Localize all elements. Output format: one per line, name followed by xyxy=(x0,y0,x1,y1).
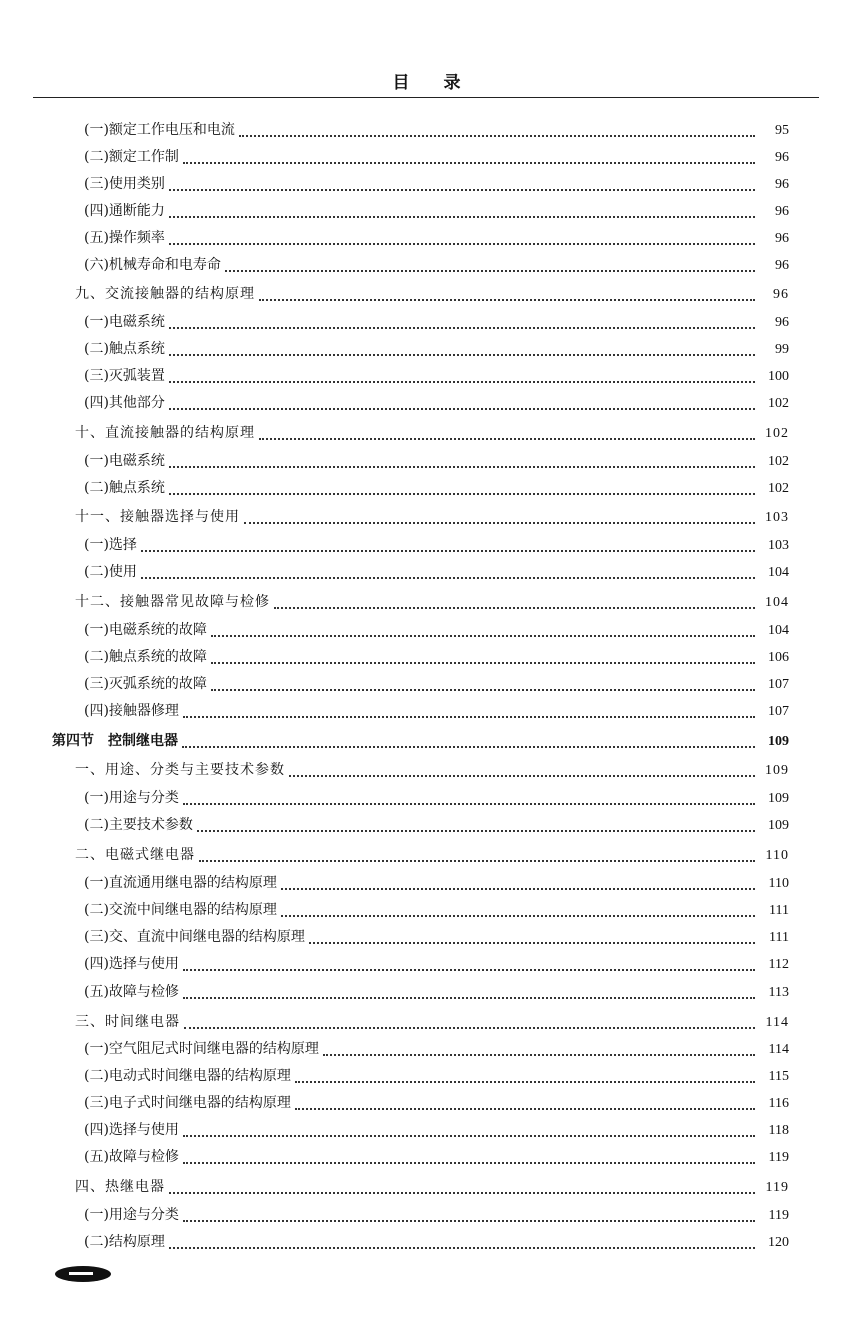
toc-page-number: 119 xyxy=(768,1150,789,1165)
toc-page-number: 99 xyxy=(775,342,789,357)
toc-leader-dots xyxy=(259,438,755,440)
toc-leader-dots xyxy=(211,662,755,664)
toc-entry[interactable] xyxy=(84,981,789,1003)
toc-leader-dots xyxy=(211,689,755,691)
toc-leader-dots xyxy=(211,635,755,637)
toc-page-number: 100 xyxy=(768,369,789,384)
toc-page-number: 106 xyxy=(768,650,789,665)
toc-entry[interactable] xyxy=(84,899,789,921)
toc-entry-label: (二)触点系统 xyxy=(84,480,165,496)
toc-entry-label: (五)故障与检修 xyxy=(84,1149,179,1165)
toc-entry[interactable] xyxy=(84,200,789,222)
toc-entry-label: 第四节 控制继电器 xyxy=(52,733,178,749)
toc-entry[interactable] xyxy=(84,953,789,975)
toc-page-number: 111 xyxy=(769,903,789,918)
toc-entry-label: (一)空气阻尼式时间继电器的结构原理 xyxy=(84,1041,319,1057)
toc-entry-label: (二)交流中间继电器的结构原理 xyxy=(84,902,277,918)
toc-page-number: 104 xyxy=(768,565,789,580)
toc-page-number: 114 xyxy=(765,1015,789,1030)
toc-entry[interactable] xyxy=(75,506,789,528)
toc-page-number: 95 xyxy=(775,123,789,138)
toc-leader-dots xyxy=(169,493,755,495)
toc-entry[interactable] xyxy=(84,561,789,583)
toc-entry-label: (一)额定工作电压和电流 xyxy=(84,122,235,138)
toc-page-number: 109 xyxy=(768,818,789,833)
toc-entry-label: (四)选择与使用 xyxy=(84,956,179,972)
toc-entry-label: (二)电动式时间继电器的结构原理 xyxy=(84,1068,291,1084)
toc-entry-label: (三)使用类别 xyxy=(84,176,165,192)
toc-leader-dots xyxy=(183,969,755,971)
toc-page-number: 102 xyxy=(768,481,789,496)
toc-entry[interactable] xyxy=(52,730,789,752)
toc-entry-label: 四、热继电器 xyxy=(75,1179,165,1195)
toc-entry[interactable] xyxy=(84,119,789,141)
toc-entry[interactable] xyxy=(84,450,789,472)
toc-entry-label: (一)用途与分类 xyxy=(84,790,179,806)
toc-page-number: 110 xyxy=(765,848,789,863)
toc-entry[interactable] xyxy=(84,1092,789,1114)
toc-entry-label: (五)故障与检修 xyxy=(84,984,179,1000)
toc-entry-label: (三)灭弧装置 xyxy=(84,368,165,384)
toc-leader-dots xyxy=(169,189,755,191)
toc-entry[interactable] xyxy=(84,311,789,333)
toc-entry[interactable] xyxy=(84,254,789,276)
toc-entry[interactable] xyxy=(84,872,789,894)
toc-page-number: 120 xyxy=(768,1235,789,1250)
toc-leader-dots xyxy=(141,550,755,552)
toc-entry-label: (五)操作频率 xyxy=(84,230,165,246)
toc-entry-label: (三)灭弧系统的故障 xyxy=(84,676,207,692)
toc-leader-dots xyxy=(295,1108,755,1110)
toc-leader-dots xyxy=(199,860,755,862)
toc-page-number: 104 xyxy=(768,623,789,638)
toc-entry-label: 三、时间继电器 xyxy=(75,1014,180,1030)
toc-entry-label: (四)选择与使用 xyxy=(84,1122,179,1138)
toc-entry-label: (六)机械寿命和电寿命 xyxy=(84,257,221,273)
toc-entry-label: (一)直流通用继电器的结构原理 xyxy=(84,875,277,891)
toc-leader-dots xyxy=(259,299,755,301)
toc-leader-dots xyxy=(281,915,755,917)
toc-leader-dots xyxy=(225,270,755,272)
toc-entry[interactable] xyxy=(84,1038,789,1060)
toc-leader-dots xyxy=(169,1192,755,1194)
toc-leader-dots xyxy=(169,466,755,468)
toc-entry-label: 十、直流接触器的结构原理 xyxy=(75,425,255,441)
toc-entry[interactable] xyxy=(84,1119,789,1141)
toc-entry-label: (四)其他部分 xyxy=(84,395,165,411)
toc-leader-dots xyxy=(169,216,755,218)
toc-leader-dots xyxy=(183,803,755,805)
toc-entry-label: (一)电磁系统 xyxy=(84,314,165,330)
toc-page-number: 96 xyxy=(775,204,789,219)
toc-entry[interactable] xyxy=(84,173,789,195)
toc-entry[interactable] xyxy=(75,283,789,305)
toc-leader-dots xyxy=(183,1162,755,1164)
toc-leader-dots xyxy=(169,354,755,356)
toc-entry-label: (四)接触器修理 xyxy=(84,703,179,719)
toc-leader-dots xyxy=(197,830,755,832)
toc-entry[interactable] xyxy=(84,477,789,499)
toc-page-number: 103 xyxy=(768,538,789,553)
toc-page-number: 111 xyxy=(769,930,789,945)
toc-page-number: 103 xyxy=(765,510,789,525)
toc-page-number: 102 xyxy=(768,454,789,469)
toc-entry[interactable] xyxy=(84,227,789,249)
toc-entry-label: (二)触点系统的故障 xyxy=(84,649,207,665)
toc-leader-dots xyxy=(244,522,755,524)
toc-page-number: 96 xyxy=(775,150,789,165)
toc-entry[interactable] xyxy=(84,926,789,948)
toc-leader-dots xyxy=(169,381,755,383)
toc-entry[interactable] xyxy=(84,646,789,668)
toc-page-number: 109 xyxy=(765,763,789,778)
toc-entry-label: (三)交、直流中间继电器的结构原理 xyxy=(84,929,305,945)
toc-entry-label: (一)选择 xyxy=(84,537,137,553)
toc-page-number: 107 xyxy=(768,704,789,719)
toc-leader-dots xyxy=(184,1027,755,1029)
toc-entry[interactable] xyxy=(84,365,789,387)
toc-entry[interactable] xyxy=(84,814,789,836)
toc-entry[interactable] xyxy=(84,338,789,360)
toc-entry[interactable] xyxy=(84,534,789,556)
toc-entry[interactable] xyxy=(84,1231,789,1253)
page-title: 目 录 xyxy=(392,73,461,93)
toc-entry[interactable] xyxy=(84,1146,789,1168)
toc-entry[interactable] xyxy=(75,844,789,866)
toc-leader-dots xyxy=(183,1135,755,1137)
toc-page-number: 96 xyxy=(775,315,789,330)
toc-page-number: 104 xyxy=(765,595,789,610)
toc-leader-dots xyxy=(183,162,755,164)
title-divider xyxy=(33,97,819,98)
toc-page-number: 119 xyxy=(765,1180,789,1195)
toc-leader-dots xyxy=(169,1247,755,1249)
toc-page-number: 116 xyxy=(768,1096,789,1111)
toc-leader-dots xyxy=(323,1054,755,1056)
toc-entry-label: (二)主要技术参数 xyxy=(84,817,193,833)
toc-leader-dots xyxy=(183,997,755,999)
toc-entry-label: (一)电磁系统 xyxy=(84,453,165,469)
toc-entry-label: 一、用途、分类与主要技术参数 xyxy=(75,762,285,778)
toc-page-number: 119 xyxy=(768,1208,789,1223)
toc-page-number: 112 xyxy=(768,957,789,972)
toc-page-number: 109 xyxy=(768,734,789,749)
toc-leader-dots xyxy=(274,607,755,609)
toc-leader-dots xyxy=(239,135,755,137)
toc-page-number: 118 xyxy=(768,1123,789,1138)
toc-entry-label: 十二、接触器常见故障与检修 xyxy=(75,594,270,610)
toc-leader-dots xyxy=(169,243,755,245)
toc-leader-dots xyxy=(169,408,755,410)
toc-entry[interactable] xyxy=(84,673,789,695)
toc-leader-dots xyxy=(169,327,755,329)
toc-entry-label: 十一、接触器选择与使用 xyxy=(75,509,240,525)
toc-entry-label: (二)结构原理 xyxy=(84,1234,165,1250)
toc-entry[interactable] xyxy=(84,392,789,414)
toc-entry[interactable] xyxy=(75,422,789,444)
toc-leader-dots xyxy=(183,1220,755,1222)
toc-page-number: 114 xyxy=(768,1042,789,1057)
toc-leader-dots xyxy=(289,775,755,777)
page-footer-mark xyxy=(55,1266,111,1282)
toc-entry[interactable] xyxy=(75,759,789,781)
toc-entry[interactable] xyxy=(75,1011,789,1033)
toc-page-number: 107 xyxy=(768,677,789,692)
toc-leader-dots xyxy=(182,746,755,748)
toc-page-number: 96 xyxy=(775,231,789,246)
toc-entry-label: 九、交流接触器的结构原理 xyxy=(75,286,255,302)
toc-page-number: 109 xyxy=(768,791,789,806)
toc-leader-dots xyxy=(281,888,755,890)
toc-entry[interactable] xyxy=(84,619,789,641)
toc-entry[interactable] xyxy=(84,700,789,722)
toc-entry-label: (三)电子式时间继电器的结构原理 xyxy=(84,1095,291,1111)
toc-entry-label: (一)电磁系统的故障 xyxy=(84,622,207,638)
toc-page-number: 113 xyxy=(768,985,789,1000)
toc-page-number: 102 xyxy=(765,426,789,441)
toc-entry-label: (二)触点系统 xyxy=(84,341,165,357)
toc-entry[interactable] xyxy=(84,1204,789,1226)
toc-entry-label: (二)使用 xyxy=(84,564,137,580)
toc-entry-label: (二)额定工作制 xyxy=(84,149,179,165)
toc-entry-label: (四)通断能力 xyxy=(84,203,165,219)
toc-page-number: 96 xyxy=(775,258,789,273)
toc-entry-label: (一)用途与分类 xyxy=(84,1207,179,1223)
toc-page-number: 110 xyxy=(768,876,789,891)
toc-page-number: 115 xyxy=(768,1069,789,1084)
toc-entry[interactable] xyxy=(75,1176,789,1198)
toc-leader-dots xyxy=(295,1081,755,1083)
toc-leader-dots xyxy=(309,942,755,944)
toc-leader-dots xyxy=(141,577,755,579)
toc-page-number: 96 xyxy=(773,287,789,302)
toc-page-number: 102 xyxy=(768,396,789,411)
toc-entry-label: 二、电磁式继电器 xyxy=(75,847,195,863)
toc-page-number: 96 xyxy=(775,177,789,192)
toc-entry[interactable] xyxy=(84,787,789,809)
toc-entry[interactable] xyxy=(84,1065,789,1087)
toc-entry[interactable] xyxy=(75,591,789,613)
toc-leader-dots xyxy=(183,716,755,718)
toc-entry[interactable] xyxy=(84,146,789,168)
